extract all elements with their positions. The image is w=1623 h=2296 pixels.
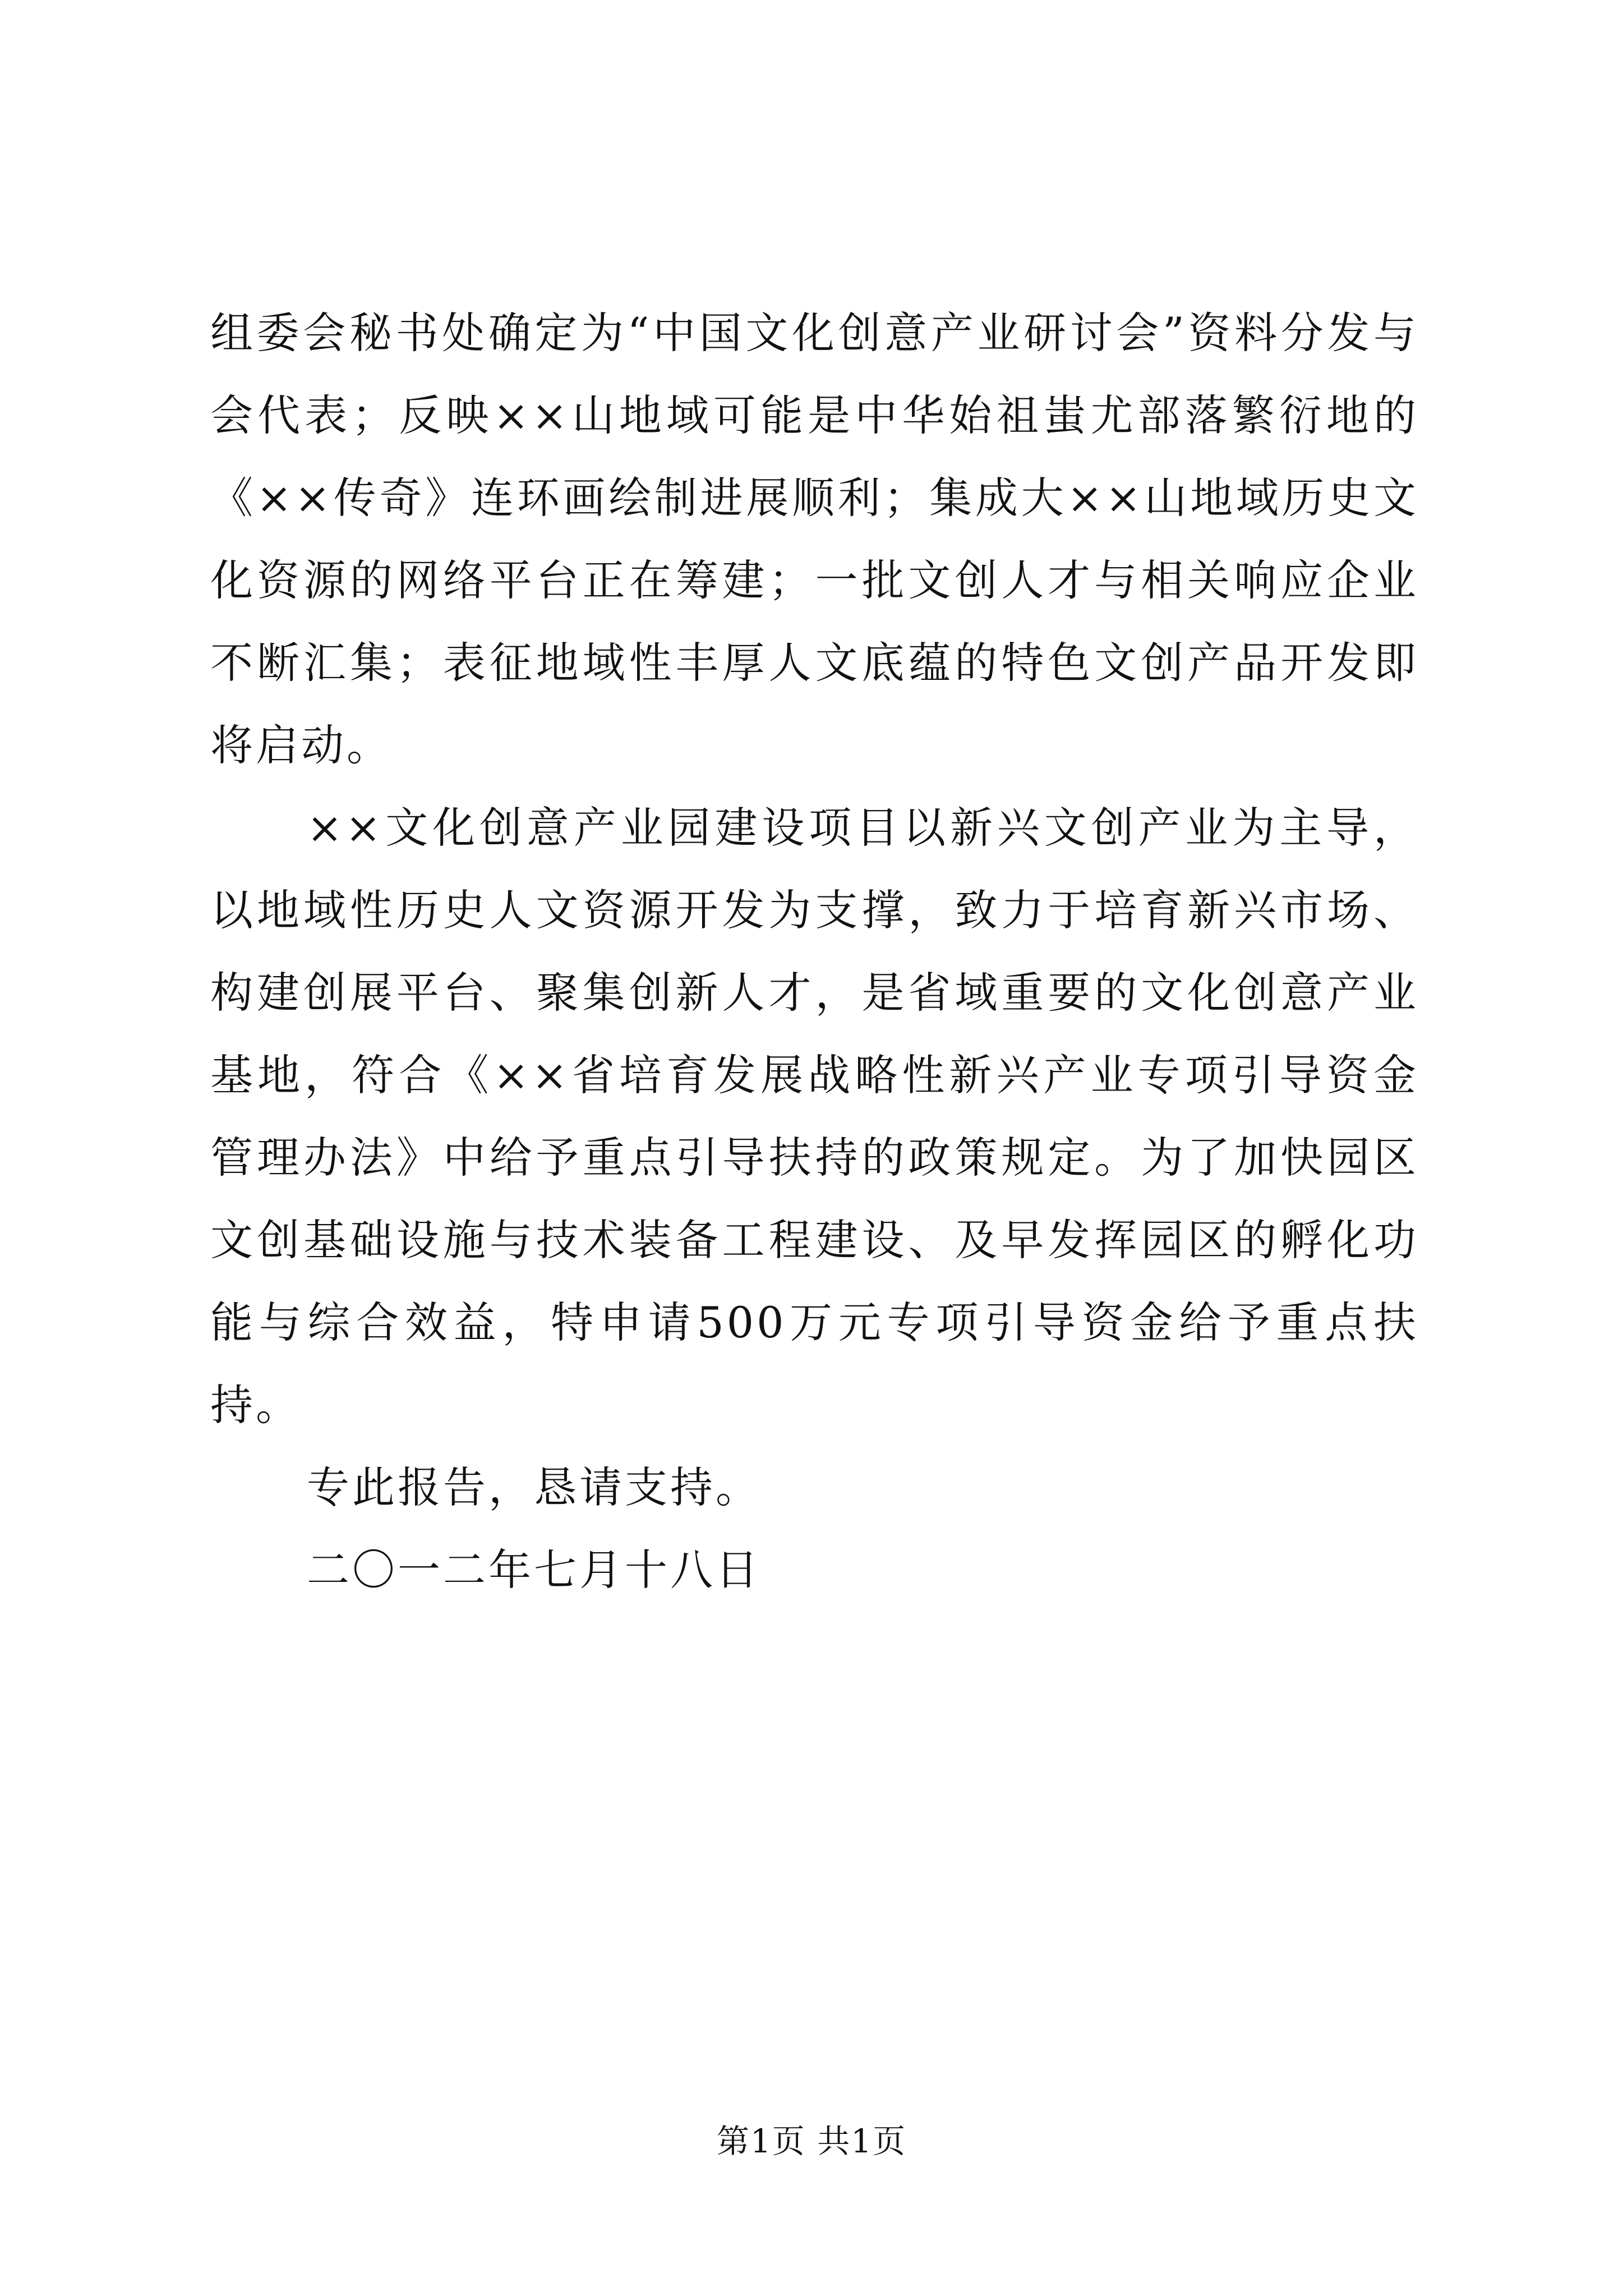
document-date: 二〇一二年七月十八日 (307, 1545, 761, 1595)
paragraph-funding-request: ××文化创意产业园建设项目以新兴文创产业为主导，以地域性历史人文资源开发为支撑，致力于培育新兴市场、构建创展平台、聚集创新人才，是省域重要的文化创意产业基地，符合《××省培育发展战略性新兴产业专项引导资金管理办法》中给予重点引导扶持的政策规定。为了加快园区文创基础设施与技术装备工程建设、及早发挥园区的孵化功能与综合效益，特申请500万元专项引导资金给予重点扶持。 (210, 803, 1419, 1430)
paragraph-closing: 专此报告，恳请支持。 (307, 1462, 761, 1512)
page-number-footer: 第1页 共1页 (716, 2122, 907, 2160)
paragraph-project-progress: 组委会秘书处确定为“中国文化创意产业研讨会”资料分发与会代表；反映××山地域可能是中华始祖蚩尤部落繁衍地的《××传奇》连环画绘制进展顺利；集成大××山地域历史文化资源的网络平台正在筹建；一批文创人才与相关响应企业不断汇集；表征地域性丰厚人文底蕴的特色文创产品开发即将启动。 (210, 308, 1419, 770)
document-body (210, 292, 1419, 1611)
